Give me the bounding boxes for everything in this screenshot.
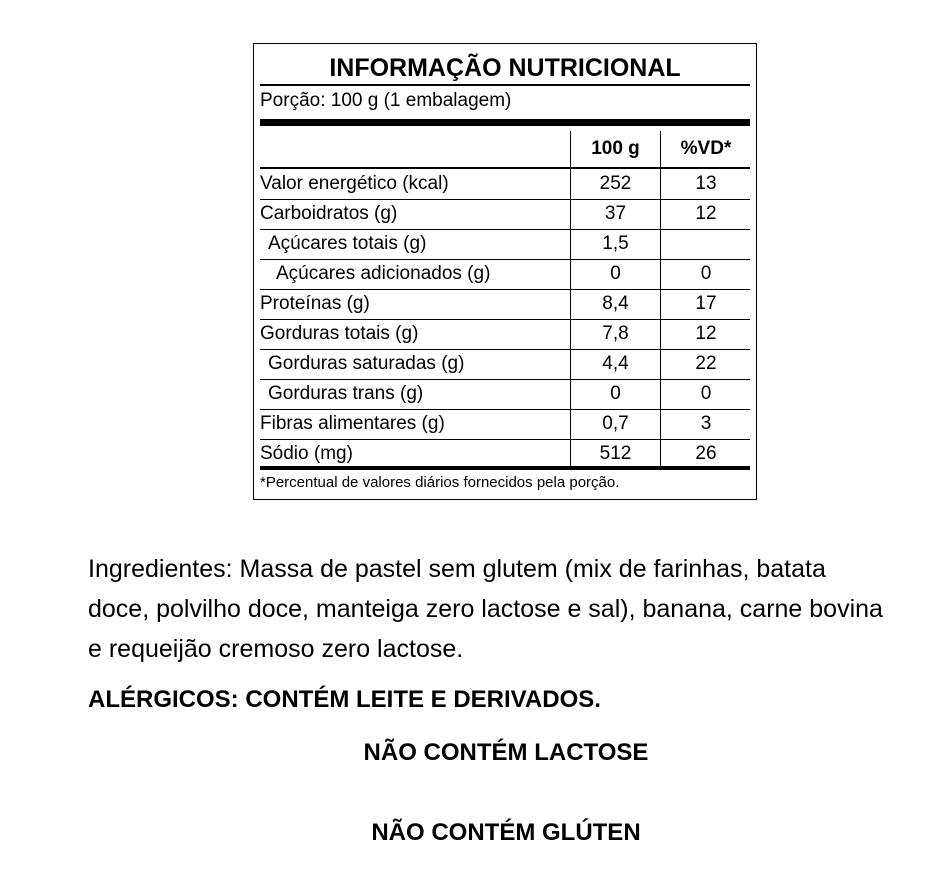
footnote: *Percentual de valores diários fornecidos pela porção. (260, 474, 620, 491)
row-divider (260, 259, 750, 260)
gluten-free-claim: NÃO CONTÉM GLÚTEN (371, 819, 641, 846)
nutrient-label: Fibras alimentares (g) (260, 413, 445, 434)
nutrient-daily-value: 26 (695, 443, 717, 464)
table-row (260, 379, 750, 409)
table-title: INFORMAÇÃO NUTRICIONAL (329, 54, 681, 82)
row-divider (260, 439, 750, 440)
row-divider (260, 319, 750, 320)
nutrient-daily-value: 22 (695, 353, 717, 374)
column-header-daily-value: %VD* (680, 138, 732, 159)
row-divider (260, 379, 750, 380)
nutrient-amount: 512 (599, 443, 632, 464)
nutrient-label: Carboidratos (g) (260, 203, 398, 224)
nutrient-amount: 0 (610, 263, 621, 284)
nutrient-label: Gorduras trans (g) (268, 383, 424, 404)
table-row (260, 319, 750, 349)
table-row (260, 199, 750, 229)
row-divider (260, 409, 750, 410)
nutrient-label: Gorduras saturadas (g) (268, 353, 465, 374)
row-divider (260, 199, 750, 200)
nutrient-label: Açúcares adicionados (g) (276, 263, 491, 284)
table-row (260, 259, 750, 289)
table-row (260, 229, 750, 259)
nutrient-label: Gorduras totais (g) (260, 323, 419, 344)
nutrient-daily-value: 12 (695, 323, 717, 344)
ingredients-text: Ingredientes: Massa de pastel sem glutem (mix de farinhas, batata doce, polvilho doce, manteiga zero lactose e sal), banana, carne bovina e requeijão cremoso zero lactose. (88, 555, 883, 663)
nutrient-daily-value: 3 (700, 413, 712, 434)
table-row (260, 349, 750, 379)
nutrient-daily-value: 0 (700, 383, 712, 404)
nutrient-amount: 8,4 (602, 293, 629, 314)
nutrient-daily-value: 12 (695, 203, 717, 224)
row-divider (260, 289, 750, 290)
nutrient-amount: 37 (604, 203, 627, 224)
nutrition-facts-table (253, 43, 757, 500)
table-row (260, 289, 750, 319)
row-divider (260, 349, 750, 350)
nutrient-amount: 4,4 (602, 353, 629, 374)
portion-size: Porção: 100 g (1 embalagem) (260, 90, 512, 111)
nutrient-amount: 0 (610, 383, 621, 404)
table-row (260, 409, 750, 439)
thick-divider (260, 119, 750, 126)
nutrient-amount: 0,7 (602, 413, 629, 434)
nutrient-amount: 1,5 (602, 233, 629, 254)
table-row (260, 169, 750, 199)
nutrient-amount: 7,8 (602, 323, 629, 344)
nutrient-label: Proteínas (g) (260, 293, 370, 314)
nutrient-label: Valor energético (kcal) (260, 173, 449, 194)
table-row (260, 439, 750, 469)
lactose-free-claim: NÃO CONTÉM LACTOSE (363, 739, 649, 766)
nutrient-amount: 252 (599, 173, 632, 194)
bottom-divider (260, 466, 750, 470)
nutrient-label: Sódio (mg) (260, 443, 353, 464)
nutrient-daily-value: 0 (700, 263, 712, 284)
column-header-amount: 100 g (591, 138, 640, 159)
title-divider (260, 84, 750, 86)
nutrient-daily-value: 17 (695, 293, 717, 314)
nutrient-label: Açúcares totais (g) (268, 233, 427, 254)
row-divider (260, 229, 750, 230)
nutrient-daily-value: 13 (695, 173, 717, 194)
allergen-warning: ALÉRGICOS: CONTÉM LEITE E DERIVADOS. (88, 686, 601, 713)
